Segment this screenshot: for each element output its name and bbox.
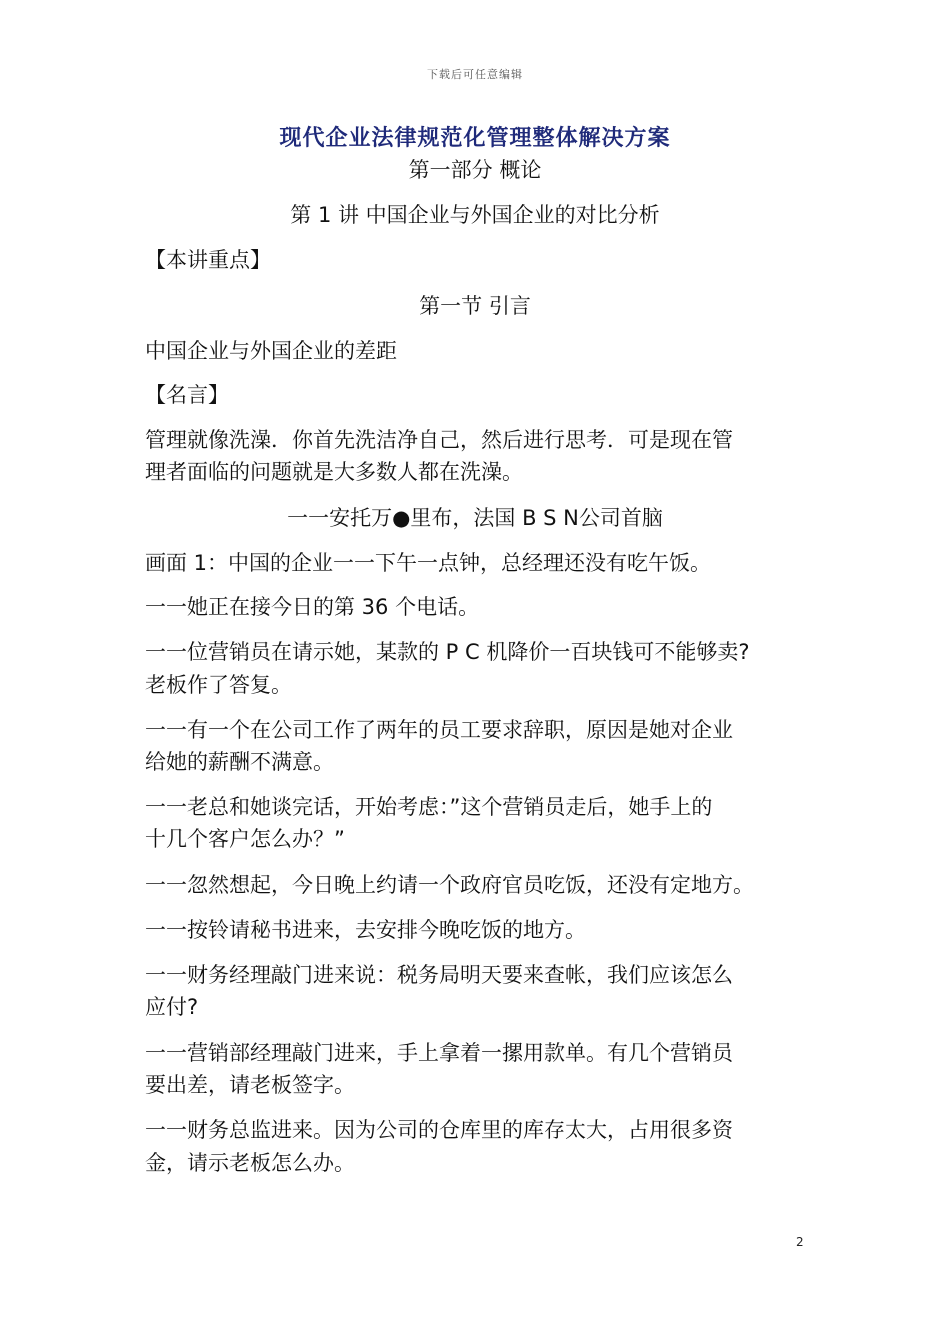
page-number: 2 <box>796 1235 804 1249</box>
paragraph-line: 一一位营销员在请示她，某款的 P C 机降价一百块钱可不能够卖? <box>145 640 750 664</box>
paragraph-line: 一一财务经理敲门进来说：税务局明天要来查帐，我们应该怎么 <box>145 963 733 987</box>
section-title: 第一节 引言 <box>419 294 531 318</box>
quote-label: 【名言】 <box>145 383 229 407</box>
quote-line-2: 理者面临的问题就是大多数人都在洗澡。 <box>145 460 523 484</box>
header-note: 下载后可任意编辑 <box>427 68 523 81</box>
paragraph-line: 老板作了答复。 <box>145 673 292 697</box>
paragraph-line: 一一按铃请秘书进来，去安排今晚吃饭的地方。 <box>145 918 586 942</box>
paragraph-line: 要出差，请老板签字。 <box>145 1073 355 1097</box>
part-title: 第一部分 概论 <box>408 158 542 182</box>
quote-line-1: 管理就像洗澡．你首先洗洁净自己，然后进行思考．可是现在管 <box>145 428 733 452</box>
lecture-title: 第 1 讲 中国企业与外国企业的对比分析 <box>290 203 660 227</box>
paragraph-line: 金，请示老板怎么办。 <box>145 1151 355 1175</box>
key-points-label: 【本讲重点】 <box>145 248 271 272</box>
paragraph-line: 十几个客户怎么办？” <box>145 827 345 851</box>
paragraph-line: 应付? <box>145 995 199 1019</box>
document-title: 现代企业法律规范化管理整体解决方案 <box>279 126 671 151</box>
paragraph-line: 一一忽然想起，今日晚上约请一个政府官员吃饭，还没有定地方。 <box>145 873 754 897</box>
paragraph-line: 一一财务总监进来。因为公司的仓库里的库存太大，占用很多资 <box>145 1118 733 1142</box>
paragraph-line: 一一营销部经理敲门进来，手上拿着一摞用款单。有几个营销员 <box>145 1041 733 1065</box>
quote-attribution: 一一安托万●里布，法国 B S N公司首脑 <box>287 506 663 530</box>
paragraph-line: 一一老总和她谈完话，开始考虑：”这个营销员走后，她手上的 <box>145 795 713 819</box>
paragraph-line: 一一她正在接今日的第 36 个电话。 <box>145 595 480 619</box>
paragraph-line: 画面 1：中国的企业一一下午一点钟，总经理还没有吃午饭。 <box>145 551 712 575</box>
paragraph-line: 给她的薪酬不满意。 <box>145 750 334 774</box>
paragraph-line: 一一有一个在公司工作了两年的员工要求辞职，原因是她对企业 <box>145 718 733 742</box>
topic-line: 中国企业与外国企业的差距 <box>145 339 397 363</box>
